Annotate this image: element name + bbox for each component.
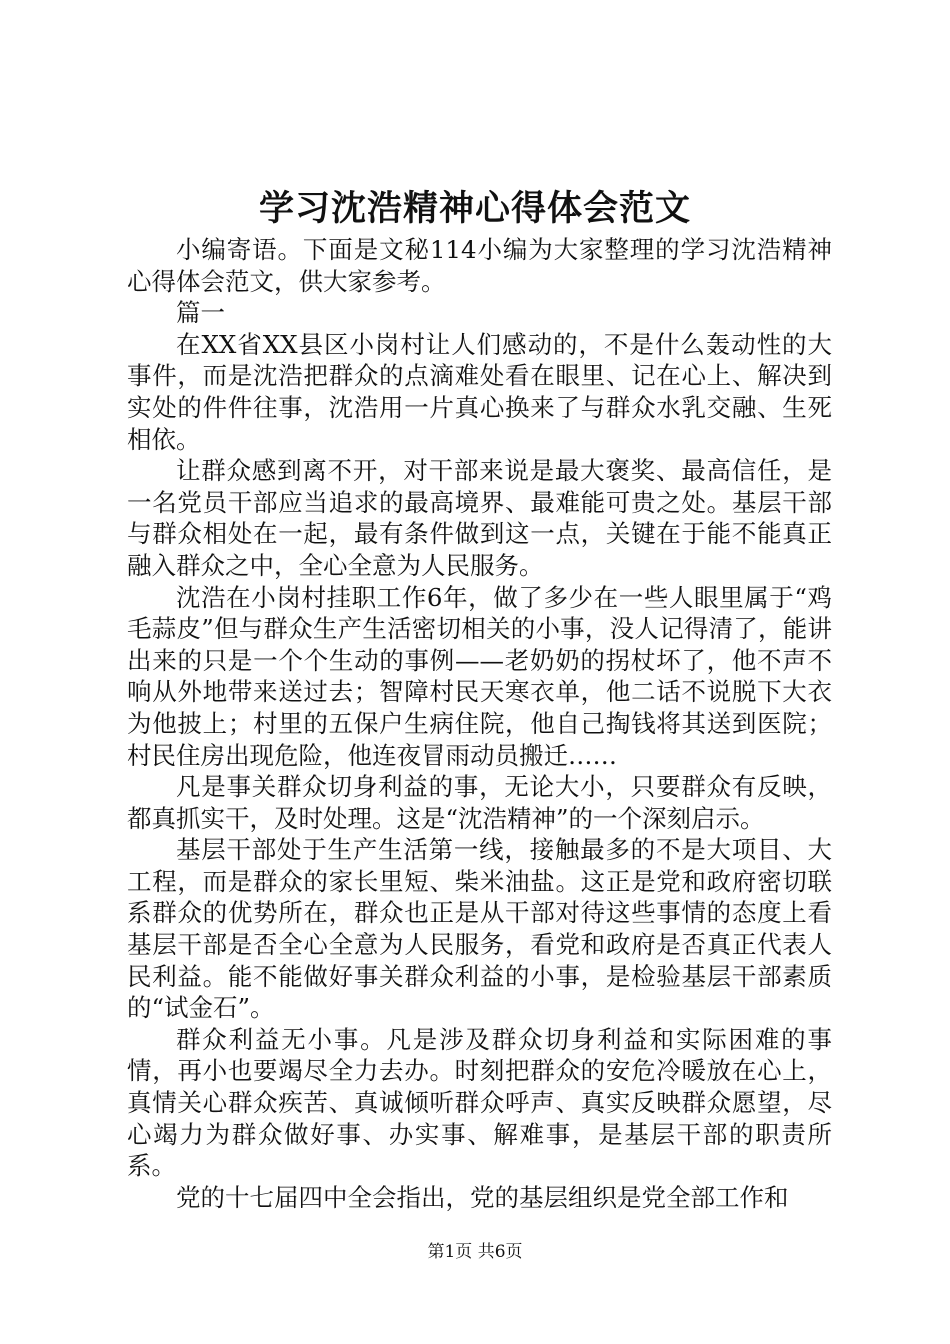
- page-footer: 第1页 共6页: [427, 1242, 523, 1262]
- document-body: [127, 234, 832, 1213]
- section-heading: 篇一: [176, 298, 225, 328]
- paragraph: 让群众感到离不开，对干部来说是最大褒奖、最高信任，是一名党员干部应当追求的最高境界、最难能可贵之处。基层干部与群众相处在一起，最有条件做到这一点，关键在于能不能真正融入群众之中，全心全意为人民服务。: [127, 456, 832, 580]
- paragraph: 凡是事关群众切身利益的事，无论大小，只要群众有反映，都真抓实干，及时处理。这是“沈浩精神”的一个深刻启示。: [127, 772, 832, 833]
- paragraph: 在XX省XX县区小岗村让人们感动的，不是什么轰动性的大事件，而是沈浩把群众的点滴难处看在眼里、记在心上、解决到实处的件件往事，沈浩用一片真心换来了与群众水乳交融、生死相依。: [127, 329, 832, 454]
- paragraph: 群众利益无小事。凡是涉及群众切身利益和实际困难的事情，再小也要竭尽全力去办。时刻把群众的安危冷暖放在心上，真情关心群众疾苦、真诚倾听群众呼声、真实反映群众愿望，尽心竭力为群众做好事、办实事、解难事，是基层干部的职责所系。: [127, 1024, 832, 1181]
- paragraph: 基层干部处于生产生活第一线，接触最多的不是大项目、大工程，而是群众的家长里短、柴米油盐。这正是党和政府密切联系群众的优势所在，群众也正是从干部对待这些事情的态度上看基层干部是否全心全意为人民服务，看党和政府是否真正代表人民利益。能不能做好事关群众利益的小事，是检验基层干部素质的“试金石”。: [127, 835, 832, 1023]
- document-title: 学习沈浩精神心得体会范文: [258, 188, 691, 229]
- paragraph: 沈浩在小岗村挂职工作6年，做了多少在一些人眼里属于“鸡毛蒜皮”但与群众生产生活密切相关的小事，没人记得清了，能讲出来的只是一个个生动的事例——老奶奶的拐杖坏了，他不声不响从外地带来送过去；智障村民天寒衣单，他二话不说脱下大衣为他披上；村里的五保户生病住院，他自己掏钱将其送到医院；村民住房出现危险，他连夜冒雨动员搬迁……: [127, 582, 832, 770]
- paragraph: 小编寄语。下面是文秘114小编为大家整理的学习沈浩精神心得体会范文，供大家参考。: [127, 235, 832, 296]
- paragraph: 党的十七届四中全会指出，党的基层组织是党全部工作和: [176, 1182, 789, 1212]
